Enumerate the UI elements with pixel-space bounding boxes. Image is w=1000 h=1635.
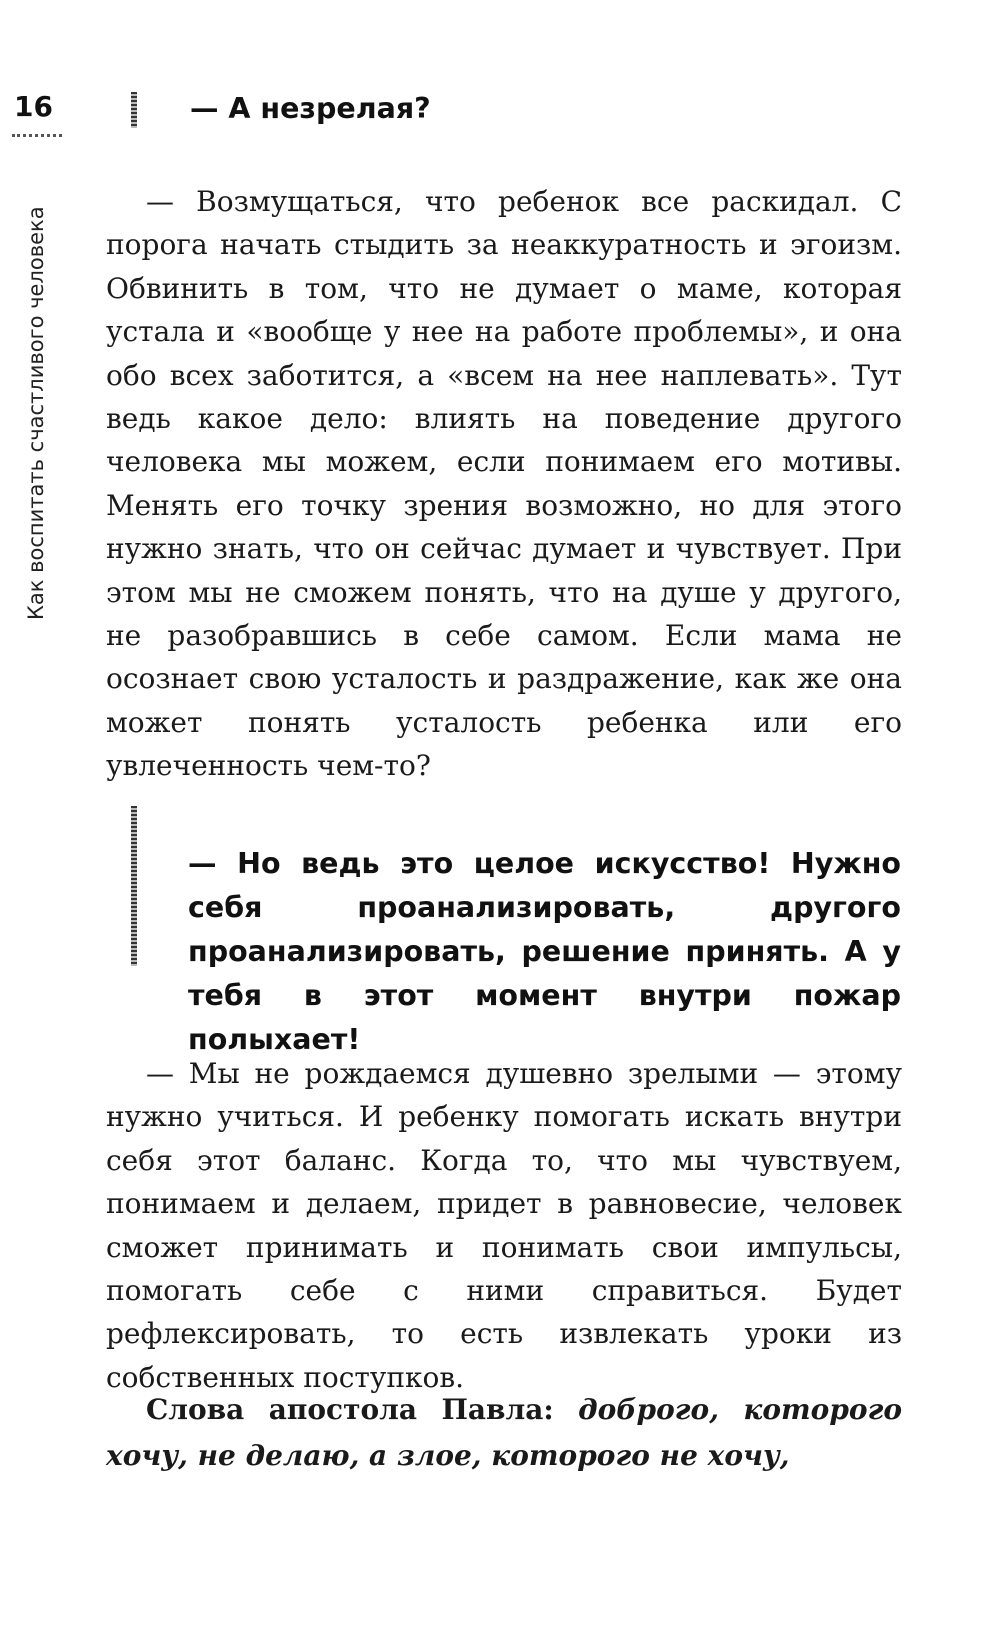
answer-1-paragraph: — Возмущаться, что ребенок все раскидал. С порога начать стыдить за неаккуратность и эгоизм. Обвинить в том, что не думает о маме, которая устала и «вообще у нее на работе проблемы», и она обо всех заботится, а «всем на нее наплевать». Тут ведь какое дело: влиять на поведение другого человека мы можем, если понимаем его мотивы. Менять его точку зрения возможно, но для этого нужно знать, что он сейчас думает и чувствует. При этом мы не сможем понять, что на душе у другого, не разобравшись в себе самом. Если мама не осознает свою усталость и раздражение, как же она может понять усталость ребенка или его увлеченность чем-то?	[106, 185, 902, 783]
question-2: — Но ведь это целое искусство! Нужно себя проанализировать, другого проанализировать, решение принять. А у тебя в этот момент внутри пожар полыхает!	[188, 847, 901, 1056]
apostle-quote: доброго, которого хочу, не делаю, а злое, которого не хочу,	[106, 1393, 902, 1472]
answer-2-paragraph: — Мы не рождаемся душевно зрелыми — этому нужно учиться. И ребенку помогать искать внутри себя этот баланс. Когда то, что мы чувствуем, понимаем и делаем, придет в равновесие, человек сможет принимать и понимать свои импульсы, помогать себе с ними справиться. Будет рефлексировать, то есть извлекать уроки из собственных поступков.	[106, 1057, 902, 1394]
page-number: 16	[14, 90, 53, 123]
question-marker-bar	[131, 806, 137, 966]
question-1: — А незрелая?	[190, 92, 431, 125]
running-head	[24, 170, 62, 620]
closing-lead: Слова апостола Павла:	[146, 1393, 579, 1426]
running-head-title: Как воспитать счастливого человека	[24, 206, 48, 620]
closing-paragraph	[106, 1387, 902, 1479]
page-number-rule	[12, 134, 62, 140]
question-marker-bar	[131, 92, 137, 128]
